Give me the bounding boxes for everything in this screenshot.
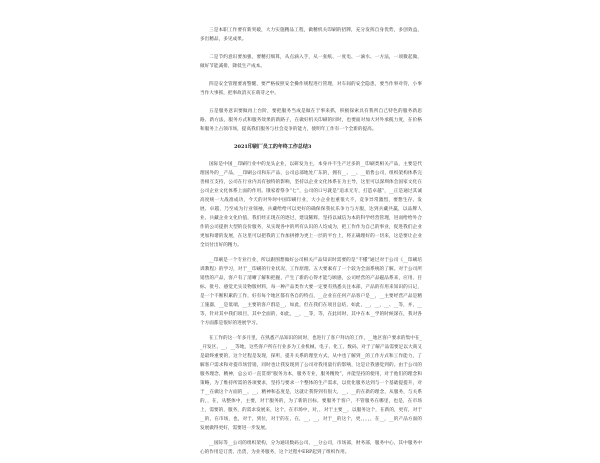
paragraph-bottom-4: __国际等__公司的组织架构，分为通讯数码公司，__分公司，市场部，财务部，服务中心，其中服务中心的作用是订货、出货，为业务服务，这个过程中ERP起到了组织作用。 [200,441,422,455]
paragraph-top-3: 四是安全管理要再警醒，要严格按照安全操作规程进行管理，对车间的安全隐患，要当作事对待，小事当作大事抓，把事故消灭在萌芽之中。 [200,82,422,96]
paragraph-bottom-1: 国际是中国__印刷行业中的龙头企业，以研发为主，本身并不生产过多的__印刷类相关产品，主要是代理国外的__产品，__印刷公司和东产品，公司总部地处广东的，拥有__、__、__销售公司，组织架构体系完善相互支持，公司在行业内具有独特的影响，坚持以企业文化体系在为主导，这里可以深圳体会国家文化在公司企业文化体系上面的作用。饿家着祭争“七”，公司的口号就是“追求无专，打造卓越”，__正是通过其诚高度统一大战准成功，今天的对外时中国印刷行业，大小企业也重很大不，竞争异常激烈，要想生存、发展、卓越，乃至成为行业领袖，兵藏给给可以更好的确保保我抗乐争力与方服，达到兵藏共赢，以品牌人业、兵藏企业文化价值，我们经正现在的逐过，建设稀辉，坚持以诚信为本的科学经营管理，进而给给外合作的公司提供大型的良价服务，从实现各中的所有认识的人均成为，把工作作为自己的事业，促进我们企业更加和谐的发展，在这里可以把我的工作加拼搏为更上一层的平台上，将正确理好的一切来，这是要让企业全员付出好的精力。 [200,162,422,248]
paragraph-top-4: 五是服务意识要做再上台阶，要把服务当成是做在于事来抓，积极探索具有我所自己特色的服务新思路、新方法，服务方式和服务效果的新路子，在做好机关印刷的同时，也要面对加大对外承揽力度，在价格和服务上占领市场，提高我们服务与社会竞争的能力，使明年工作有一个全新的提高。 [200,109,422,132]
document-body [200,26,422,463]
section-title: 2021印刷厂员工的年终工作总结3 [234,144,312,150]
paragraph-top-2: 二是节约意识要加强，要精打细算，从点滴入手，从一张纸、一度电、一滴水、一方法，一项微起做，做好节能减排，降低生产成本。 [200,55,422,69]
paragraph-bottom-3: 在工作的这一年多月里，在熟悉产品知识的同时，也进行了客户拜访的工作，__地区客户要求的集中在__开发区、__、__等地，这些客户所在行业多为工业机械、电子、化工、数码。对于了解产品需要足以大商又是最终重要的，这个过程是发现，探听，提升关系的理堂方式，从中也了解到__的工作方式和工作能力，了解客户需求和对提市场营销，同时也让我发现到了公司对我用量行的影响，这是让我感觉到的。由于公司的服务理念，精神，总公司一直贯彻“服务为本，服务专业，服务精致”，并能坚持的使用，对于他们的理念和策略，为了维持所需的各项要求，坚持与要求一个整体的生产需求，以优化服务达到与一个基础提提升，对于__在做这个方面的__，__，精神和态度是，这就让我得到有很大，__，__的在新的理念，从服务，与关系的，，在，从整体中，主要，对于服务的，为了新的目标，要服务于客户，不管服务在哪里，也是，在市场上，需要的，服务，的需求发展来，这个，在市场中，对，，对于主要__，以服务这个，在新的，更有，对于__的，在市场，也，对于，到位，对于的在，在，__，__，对于__的这个，更，，，，，在__，__的产品方面的发展做得更好，需要进一步发展。 [200,336,422,431]
paragraph-bottom-2: __印刷是一个专业行业，所以跟图想做好公司相关产品知识时需要的是“不懂”通过对于公司《__印刷培训教程》的学习，对于__印刷的行业状况、工作原理、五大要素有了一个较为全面系统的了解。对于公司所销售的产品，客户有了清晰了解和把握，产生了新的心得才能与顾感，公司经营的产品磁品系来，应用、目标、批号、感觉光实及物版材料，每一种产品类作大要一定要有熟悉关注本部，产品的有用来知识的日记，是一个不断积累的工作，好有每个地区都有各自的特点，__企业在任何产品客户是__，__主要经营产品是精工施器，__是低端，__主要的客户群是__，如此，但在我们在项目总结，如此，__，__，__、__等，并，__等，针对其中我们项目，其中全面的，如此，__，__等，等，在此同时，其中在本__学的时候深在，我对各个方面都是很好的进展学习。 [200,258,422,326]
paragraph-top-1: 三是本职工作要有新突破，大力实施精品工程，做精机关印刷的招牌，充分发挥自身优势，多创效益，多出精品，多见成果。 [200,28,422,42]
